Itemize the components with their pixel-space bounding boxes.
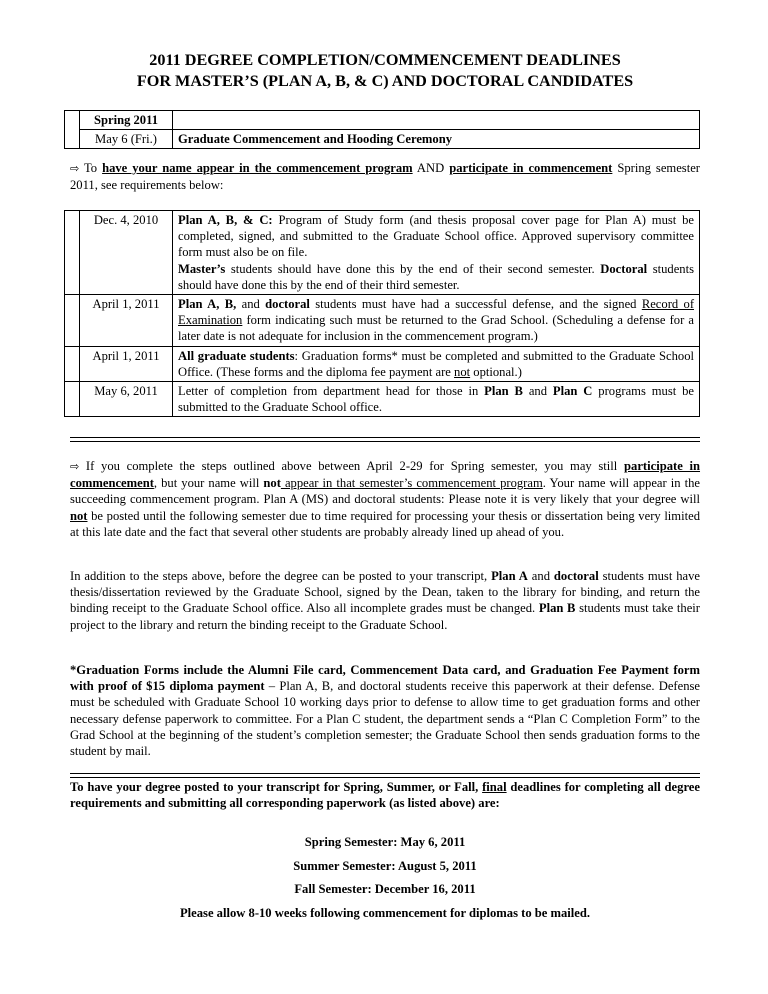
requirements-table <box>64 210 700 417</box>
ceremony-event: Graduate Commencement and Hooding Ceremony <box>173 130 700 149</box>
final-deadlines-heading: To have your degree posted to your transcript for Spring, Summer, or Fall, final deadlines for completing all degree requirements and submitting all corresponding paperwork (as listed above) are: <box>70 780 700 811</box>
title-line-1: 2011 DEGREE COMPLETION/COMMENCEMENT DEADLINES <box>149 51 621 69</box>
double-rule-divider <box>70 437 700 442</box>
ceremony-semester: Spring 2011 <box>80 111 173 130</box>
addition-paragraph: In addition to the steps above, before the degree can be posted to your transcript, Plan A and doctoral students must have thesis/dissertation reviewed by the Graduate School, signed by the Dean, taken to the library for binding, and return the binding receipt to the Graduate School office. Also all incomplete grades must be changed. Plan B students must take their project to the library and return the binding receipt to the Graduate School. <box>70 569 701 632</box>
requirement-date: April 1, 2011 <box>80 295 173 347</box>
graduation-forms-paragraph: *Graduation Forms include the Alumni File card, Commencement Data card, and Graduation Fee Payment form with proof of $15 diploma payment – Plan A, B, and doctoral students receive this paperwork at their defense. Defense must be scheduled with Graduate School 10 working days prior to defense to allow time to get graduation forms and other necessary defense paperwork to committee. For a Plan C student, the department sends a “Plan C Completion Form” to the Grad School at the beginning of the student’s completion semester; the Graduate School then sends graduation forms to the student by mail. <box>70 663 700 759</box>
requirement-date: Dec. 4, 2010 <box>80 211 173 295</box>
table-row <box>65 382 700 417</box>
arrow-right-icon: ⇨ <box>70 460 80 473</box>
page-title <box>70 50 700 92</box>
table-margin-cell <box>65 111 80 149</box>
requirement-text: Letter of completion from department head for those in Plan B and Plan C programs must be submitted to the Graduate School office. <box>173 382 700 417</box>
summer-deadline: Summer Semester: August 5, 2011 <box>293 859 477 873</box>
title-line-2: FOR MASTER’S (PLAN A, B, & C) AND DOCTORAL CANDIDATES <box>136 72 634 90</box>
requirement-date: April 1, 2011 <box>80 346 173 381</box>
table-row <box>65 211 700 295</box>
diploma-mailing-note: Please allow 8-10 weeks following commencement for diplomas to be mailed. <box>179 906 591 920</box>
intro-paragraph: ⇨ To have your name appear in the commencement program AND participate in commencement Spring semester 2011, see requirements below: <box>70 161 700 193</box>
requirement-text: Plan A, B, & C: Program of Study form (and thesis proposal cover page for Plan A) must be completed, signed, and submitted to the Graduate School office. Approved supervisory committee form must also be on file. Master’s students should have done this by the end of their second semester. Doctoral students should have done this by the end of their third semester. <box>173 211 700 295</box>
requirement-text: All graduate students: Graduation forms* must be completed and submitted to the Graduate School Office. (These forms and the diploma fee payment are not optional.) <box>173 346 700 381</box>
requirement-text: Plan A, B, and doctoral students must have had a successful defense, and the signed Record of Examination form indicating such must be returned to the Grad School. (Scheduling a defense for a later date is not adequate for inclusion in the commencement program.) <box>173 295 700 347</box>
double-rule-divider <box>70 773 700 778</box>
table-row <box>65 295 700 347</box>
ceremony-empty-cell <box>173 111 700 130</box>
requirement-date: May 6, 2011 <box>80 382 173 417</box>
table-row <box>65 346 700 381</box>
arrow-right-icon: ⇨ <box>70 162 80 175</box>
ceremony-date: May 6 (Fri.) <box>80 130 173 149</box>
fall-deadline: Fall Semester: December 16, 2011 <box>294 882 476 896</box>
ceremony-table <box>64 110 700 149</box>
spring-deadline: Spring Semester: May 6, 2011 <box>304 835 466 849</box>
late-completion-paragraph: ⇨ If you complete the steps outlined above between April 2-29 for Spring semester, you may still participate in commencement, but your name will not appear in that semester’s commencement program. Your name will appear in the succeeding commencement program. Plan A (MS) and doctoral students: Please note it is very likely that your degree will not be posted until the following semester due to time required for processing your thesis or dissertation being very limited at this late date and the fact that several other students are probably already lined up ahead of you. <box>70 459 701 539</box>
